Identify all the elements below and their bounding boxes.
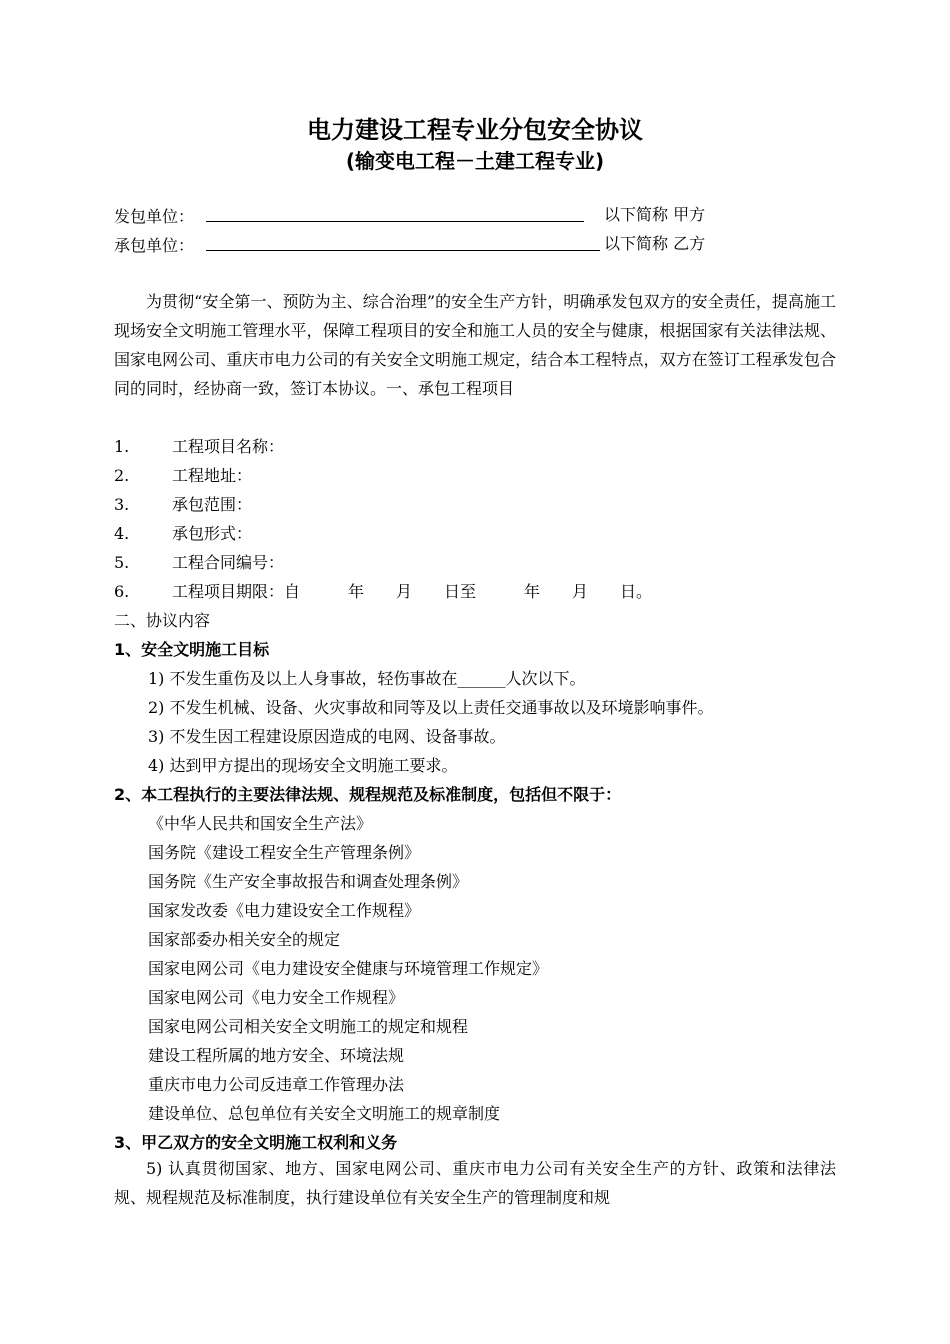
law-item: 国家部委办相关安全的规定: [148, 930, 341, 949]
rights-paragraph: 5) 认真贯彻国家、地方、国家电网公司、重庆市电力公司有关安全生产的方针、政策和法律法规、规程规范及标准制度，执行建设单位有关安全生产的管理制度和规: [114, 1159, 836, 1207]
project-item: 3. 承包范围：: [114, 495, 253, 514]
law-item: 《中华人民共和国安全生产法》: [148, 814, 373, 833]
intro-paragraph: 为贯彻“安全第一、预防为主、综合治理”的安全生产方针，明确承发包双方的安全责任，提高施工现场安全文明施工管理水平，保障工程项目的安全和施工人员的安全与健康，根据国家有关法律法规、国家电网公司、重庆市电力公司的有关安全文明施工规定，结合本工程特点，双方在签订工程承发包合同的同时，经协商一致，签订本协议。一、承包工程项目: [114, 292, 836, 398]
project-item: 5. 工程合同编号：: [114, 553, 285, 572]
party-line-contractor: [114, 205, 706, 227]
law-item: 建设工程所属的地方安全、环境法规: [148, 1046, 405, 1065]
project-item: 1. 工程项目名称：: [114, 437, 285, 456]
party-line-subcontractor: [114, 234, 706, 256]
law-item: 国务院《建设工程安全生产管理条例》: [148, 843, 421, 862]
subsection-heading-laws: 2、本工程执行的主要法律法规、规程规范及标准制度，包括但不限于：: [114, 785, 622, 804]
party-label: 发包单位：: [114, 207, 195, 226]
law-item: 国家电网公司《电力安全工作规程》: [148, 988, 405, 1007]
fill-in-blank[interactable]: [206, 234, 600, 251]
project-item: 6. 工程项目期限：自 年 月 日至 年 月 日。: [114, 582, 653, 601]
law-item: 国家电网公司《电力建设安全健康与环境管理工作规定》: [148, 959, 549, 978]
party-suffix: 以下简称 甲方: [604, 205, 706, 224]
goal-item: 1) 不发生重伤及以上人身事故，轻伤事故在______人次以下。: [148, 669, 586, 688]
document-subtitle: (输变电工程－土建工程专业): [345, 149, 605, 173]
law-item: 国家电网公司相关安全文明施工的规定和规程: [148, 1017, 469, 1036]
document-title: 电力建设工程专业分包安全协议: [307, 116, 643, 144]
subsection-heading-rights: 3、甲乙双方的安全文明施工权利和义务: [114, 1133, 398, 1152]
goal-item: 2) 不发生机械、设备、火灾事故和同等及以上责任交通事故以及环境影响事件。: [148, 698, 714, 717]
subsection-heading-goals: 1、安全文明施工目标: [114, 640, 270, 659]
goal-item: 4) 达到甲方提出的现场安全文明施工要求。: [148, 756, 458, 775]
party-label: 承包单位：: [114, 236, 195, 255]
law-item: 建设单位、总包单位有关安全文明施工的规章制度: [148, 1104, 501, 1123]
law-item: 重庆市电力公司反违章工作管理办法: [148, 1075, 405, 1094]
party-suffix: 以下简称 乙方: [604, 234, 706, 253]
project-item: 4. 承包形式：: [114, 524, 253, 543]
law-item: 国务院《生产安全事故报告和调查处理条例》: [148, 872, 469, 891]
section-heading: 二、协议内容: [114, 611, 211, 630]
goal-item: 3) 不发生因工程建设原因造成的电网、设备事故。: [148, 727, 506, 746]
project-item: 2. 工程地址：: [114, 466, 253, 485]
fill-in-blank[interactable]: [206, 205, 584, 222]
law-item: 国家发改委《电力建设安全工作规程》: [148, 901, 421, 920]
